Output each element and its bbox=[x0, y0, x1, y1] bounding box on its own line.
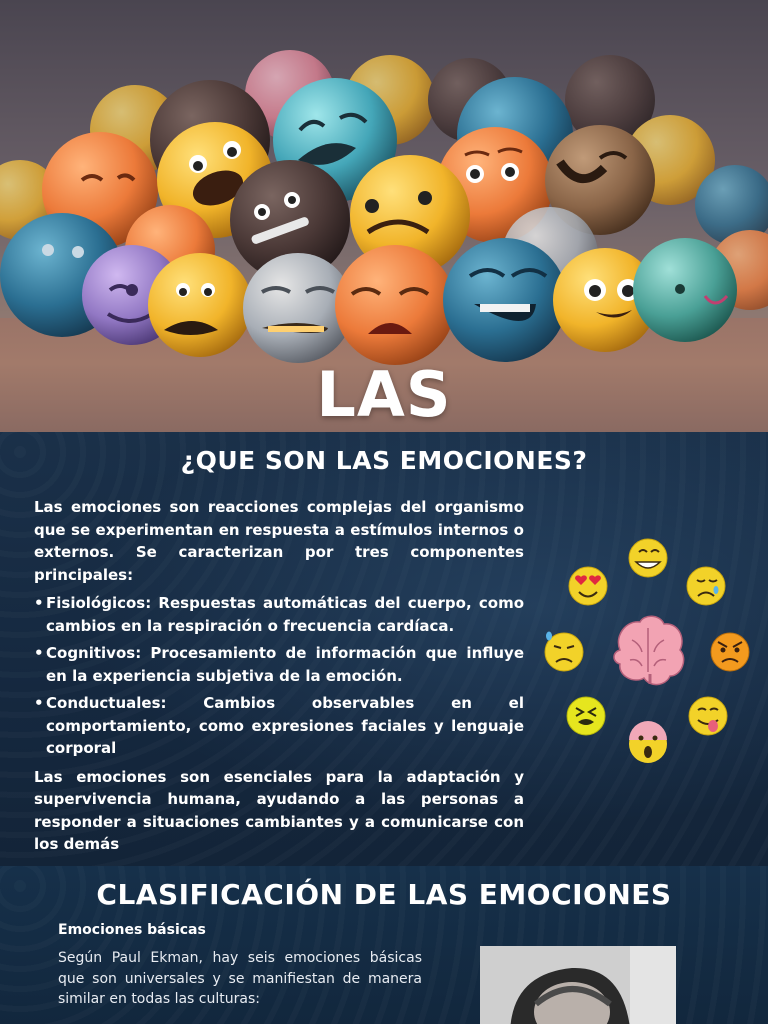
list-item-cognitive: • Cognitivos: Procesamiento de información que influye en la experiencia subjetiva de la emoción. bbox=[34, 642, 524, 687]
classification-section bbox=[0, 866, 768, 1024]
closing-paragraph: Las emociones son esenciales para la adaptación y supervivencia humana, ayudando a las personas a responder a situaciones cambiantes y a comunicarse con los demás bbox=[34, 767, 524, 853]
what-are-emotions-section bbox=[0, 432, 768, 866]
hero-title: LAS bbox=[316, 358, 452, 431]
surprised-emoji-icon bbox=[629, 721, 667, 763]
section-title: ¿QUE SON LAS EMOCIONES? bbox=[180, 446, 588, 475]
list-item-behavioral: • Conductuales: Cambios observables en el comportamiento, como expresiones faciales y lenguaje corporal bbox=[34, 692, 524, 760]
list-item-physiological: • Fisiológicos: Respuestas automáticas del cuerpo, como cambios en la respiración o frecuencia cardíaca. bbox=[34, 592, 524, 637]
portrait-photo bbox=[480, 946, 676, 1024]
tongue-emoji-icon bbox=[689, 697, 727, 735]
section-title: CLASIFICACIÓN DE LAS EMOCIONES bbox=[96, 878, 672, 911]
grin-emoji-icon bbox=[629, 539, 667, 577]
squint-emoji-icon bbox=[567, 697, 605, 735]
hero-banner bbox=[0, 0, 768, 432]
angry-emoji-icon bbox=[711, 633, 749, 671]
intro-paragraph: Las emociones son reacciones complejas del organismo que se experimentan en respuesta a estímulos internos o externos. Se caracterizan por tres componentes principales: bbox=[34, 498, 524, 584]
section-body bbox=[34, 496, 524, 862]
section-subtitle: Emociones básicas bbox=[58, 922, 206, 938]
heart-eyes-emoji-icon bbox=[569, 567, 607, 605]
sad-sweat-emoji-icon bbox=[687, 567, 725, 605]
brain-icon bbox=[614, 616, 684, 684]
section-body: Según Paul Ekman, hay seis emociones básicas que son universales y se manifiestan de manera similar en todas las culturas: bbox=[58, 950, 422, 1007]
cold-sweat-emoji-icon bbox=[545, 632, 583, 672]
emotions-cluster-illustration bbox=[538, 532, 758, 772]
components-list bbox=[34, 592, 524, 760]
